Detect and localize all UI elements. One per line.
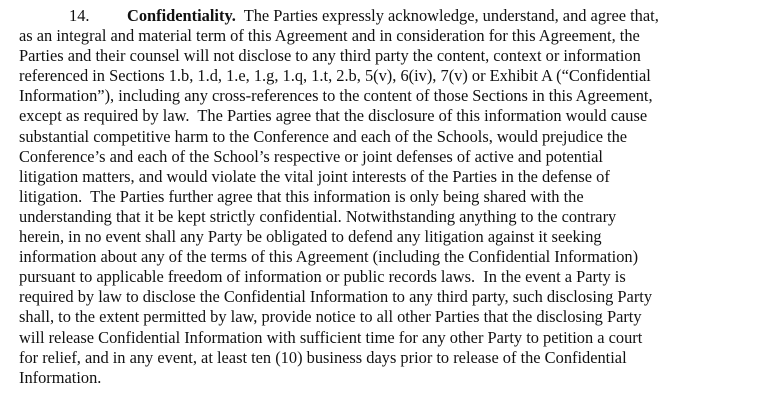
paragraph-line: Parties and their counsel will not disclose to any third party the content, context or information: [19, 46, 641, 66]
paragraph-line: substantial competitive harm to the Conference and each of the Schools, would prejudice the: [19, 126, 628, 146]
paragraph-line: as an integral and material term of this Agreement and in consideration for this Agreement, the: [19, 26, 640, 46]
section-first-line-text: The Parties expressly acknowledge, understand, and agree that,: [235, 6, 659, 25]
paragraph-line: required by law to disclose the Confidential Information to any third party, such disclosing Party: [19, 287, 653, 307]
paragraph-line: Information.: [19, 367, 102, 387]
paragraph-line: Information”), including any cross-references to the content of those Sections in this Agreement,: [19, 86, 653, 106]
section-number: 14.: [69, 6, 90, 25]
paragraph-line: litigation. The Parties further agree that this information is only being shared with the: [19, 186, 584, 206]
section-heading: Confidentiality.: [127, 6, 236, 25]
confidentiality-section: [19, 6, 757, 388]
paragraph-line: for relief, and in any event, at least ten (10) business days prior to release of the Confidential: [19, 347, 627, 367]
paragraph-line: Conference’s and each of the School’s respective or joint defenses of active and potential: [19, 146, 603, 166]
paragraph-line: information about any of the terms of this Agreement (including the Confidential Information): [19, 247, 639, 267]
paragraph-line: except as required by law. The Parties agree that the disclosure of this information would cause: [19, 106, 648, 126]
paragraph-line: litigation matters, and would violate the vital joint interests of the Parties in the defense of: [19, 166, 610, 186]
paragraph-line: herein, in no event shall any Party be obligated to defend any litigation against it seeking: [19, 227, 602, 247]
paragraph-line: shall, to the extent permitted by law, provide notice to all other Parties that the disclosing Party: [19, 307, 642, 327]
paragraph-line: understanding that it be kept strictly confidential. Notwithstanding anything to the contrary: [19, 206, 617, 226]
paragraph-line: will release Confidential Information with sufficient time for any other Party to petition a court: [19, 327, 643, 347]
section-first-line: [19, 6, 757, 26]
paragraph-line: pursuant to applicable freedom of information or public records laws. In the event a Party is: [19, 267, 626, 287]
paragraph-line: referenced in Sections 1.b, 1.d, 1.e, 1.g, 1.q, 1.t, 2.b, 5(v), 6(iv), 7(v) or Exhibit A (“Confidential: [19, 66, 651, 86]
